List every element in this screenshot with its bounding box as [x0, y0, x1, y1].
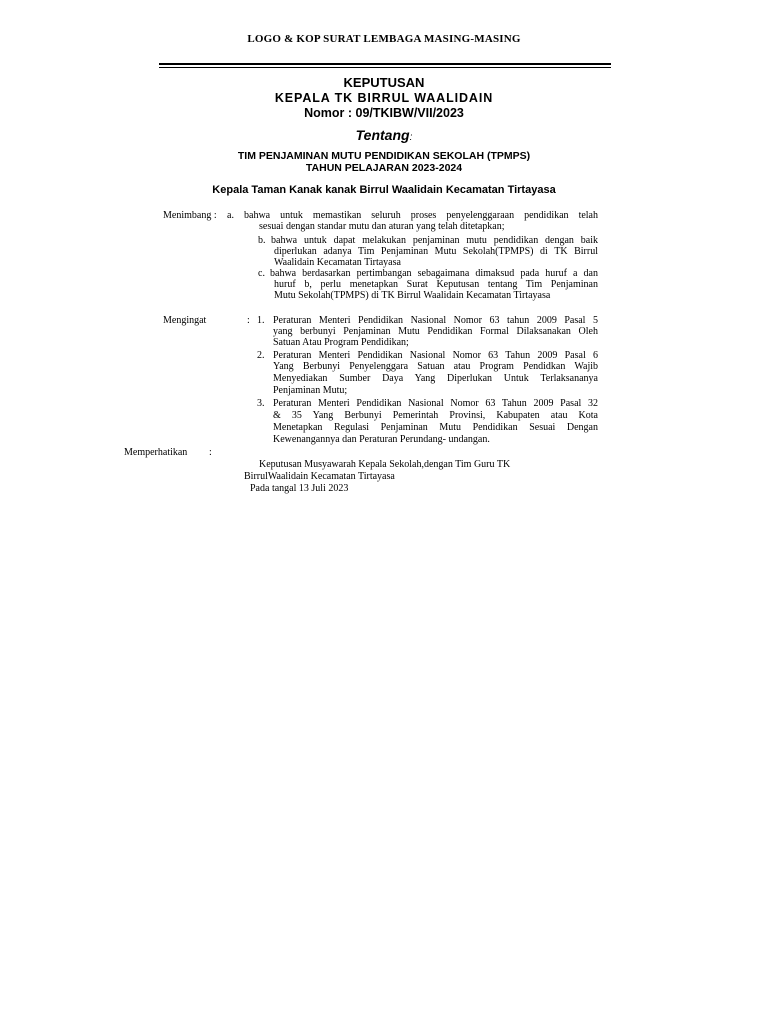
mengingat-colon: :: [247, 315, 250, 326]
menimbang-b-line-2: diperlukan adanya Tim Penjaminan Mutu Sekolah(TPMPS) di TK Birrul: [274, 246, 598, 257]
mengingat-3-line-4: Kewenangannya dan Peraturan Perundang- undangan.: [273, 434, 490, 445]
memperhatikan-line-1: Keputusan Musyawarah Kepala Sekolah,dengan Tim Guru TK: [259, 459, 511, 470]
mengingat-1-line-3: Satuan Atau Program Pendidikan;: [273, 337, 409, 348]
menimbang-marker-c: c.: [258, 268, 265, 279]
menimbang-marker-b: b.: [258, 235, 266, 246]
mengingat-2-line-2: Yang Berbunyi Penyelenggara Satuan atau Program Pendidkan Wajib: [273, 361, 598, 372]
decree-number: Nomor : 09/TKIBW/VII/2023: [304, 106, 464, 120]
menimbang-b-line-3: Waalidain Kecamatan Tirtayasa: [274, 257, 401, 268]
memperhatikan-label: Memperhatikan: [124, 447, 188, 458]
menimbang-label: Menimbang :: [163, 210, 217, 221]
menimbang-a-line-1: bahwa untuk memastikan seluruh proses penyelenggaraan pendidikan telah: [244, 210, 598, 221]
memperhatikan-date: Pada tangal 13 Juli 2023: [250, 483, 349, 494]
mengingat-2-line-1: Peraturan Menteri Pendidikan Nasional Nomor 63 Tahun 2009 Pasal 6: [273, 350, 598, 361]
mengingat-2-line-4: Penjaminan Mutu;: [273, 385, 348, 396]
decree-topic: TIM PENJAMINAN MUTU PENDIDIKAN SEKOLAH (TPMPS): [237, 150, 531, 162]
tentang-colon: :: [409, 132, 413, 143]
mengingat-3-line-3: Menetapkan Regulasi Penjaminan Mutu Pendidikan Sesuai Dengan: [273, 422, 598, 433]
decree-title: KEPUTUSAN: [343, 75, 425, 90]
mengingat-2-line-3: Menyediakan Sumber Daya Yang Diperlukan Untuk Terlaksananya: [273, 373, 598, 384]
memperhatikan-colon: :: [209, 447, 212, 458]
letterhead-placeholder: LOGO & KOP SURAT LEMBAGA MASING-MASING: [247, 33, 521, 45]
menimbang-b-line-1: bahwa untuk dapat melakukan penjaminan mutu pendidikan dengan baik: [271, 235, 598, 246]
menimbang-c-line-2: huruf b, perlu menetapkan Surat Keputusan tentang Tim Penjaminan: [274, 279, 598, 290]
menimbang-c-line-1: bahwa berdasarkan pertimbangan sebagaimana dimaksud pada huruf a dan: [270, 268, 598, 279]
menimbang-a-line-2: sesuai dengan standar mutu dan aturan yang telah ditetapkan;: [259, 221, 505, 232]
mengingat-marker-3: 3.: [257, 398, 265, 409]
mengingat-1-line-2: yang berbunyi Penjaminan Mutu Pendidikan Formal Dilaksanakan Oleh: [273, 326, 598, 337]
tentang-heading: [0, 127, 768, 143]
decree-authority: Kepala Taman Kanak kanak Birrul Waalidain Kecamatan Tirtayasa: [212, 184, 556, 196]
mengingat-marker-2: 2.: [257, 350, 265, 361]
menimbang-c-line-3: Mutu Sekolah(TPMPS) di TK Birrul Waalidain Kecamatan Tirtayasa: [274, 290, 551, 301]
letterhead-rule-thick: [159, 63, 611, 65]
mengingat-label: Mengingat: [163, 315, 207, 326]
decree-issuer-title: KEPALA TK BIRRUL WAALIDAIN: [274, 91, 494, 105]
mengingat-3-line-2: & 35 Yang Berbunyi Pemerintah Provinsi, Kabupaten atau Kota: [273, 410, 598, 421]
menimbang-marker-a: a.: [227, 210, 234, 221]
mengingat-1-line-1: Peraturan Menteri Pendidikan Nasional Nomor 63 tahun 2009 Pasal 5: [273, 315, 598, 326]
tentang-label: Tentang: [355, 127, 410, 143]
decree-period: TAHUN PELAJARAN 2023-2024: [305, 162, 463, 174]
mengingat-marker-1: 1.: [257, 315, 265, 326]
mengingat-3-line-1: Peraturan Menteri Pendidikan Nasional Nomor 63 Tahun 2009 Pasal 32: [273, 398, 598, 409]
letterhead-rule-thin: [159, 67, 611, 68]
memperhatikan-line-2: BirrulWaalidain Kecamatan Tirtayasa: [244, 471, 395, 482]
